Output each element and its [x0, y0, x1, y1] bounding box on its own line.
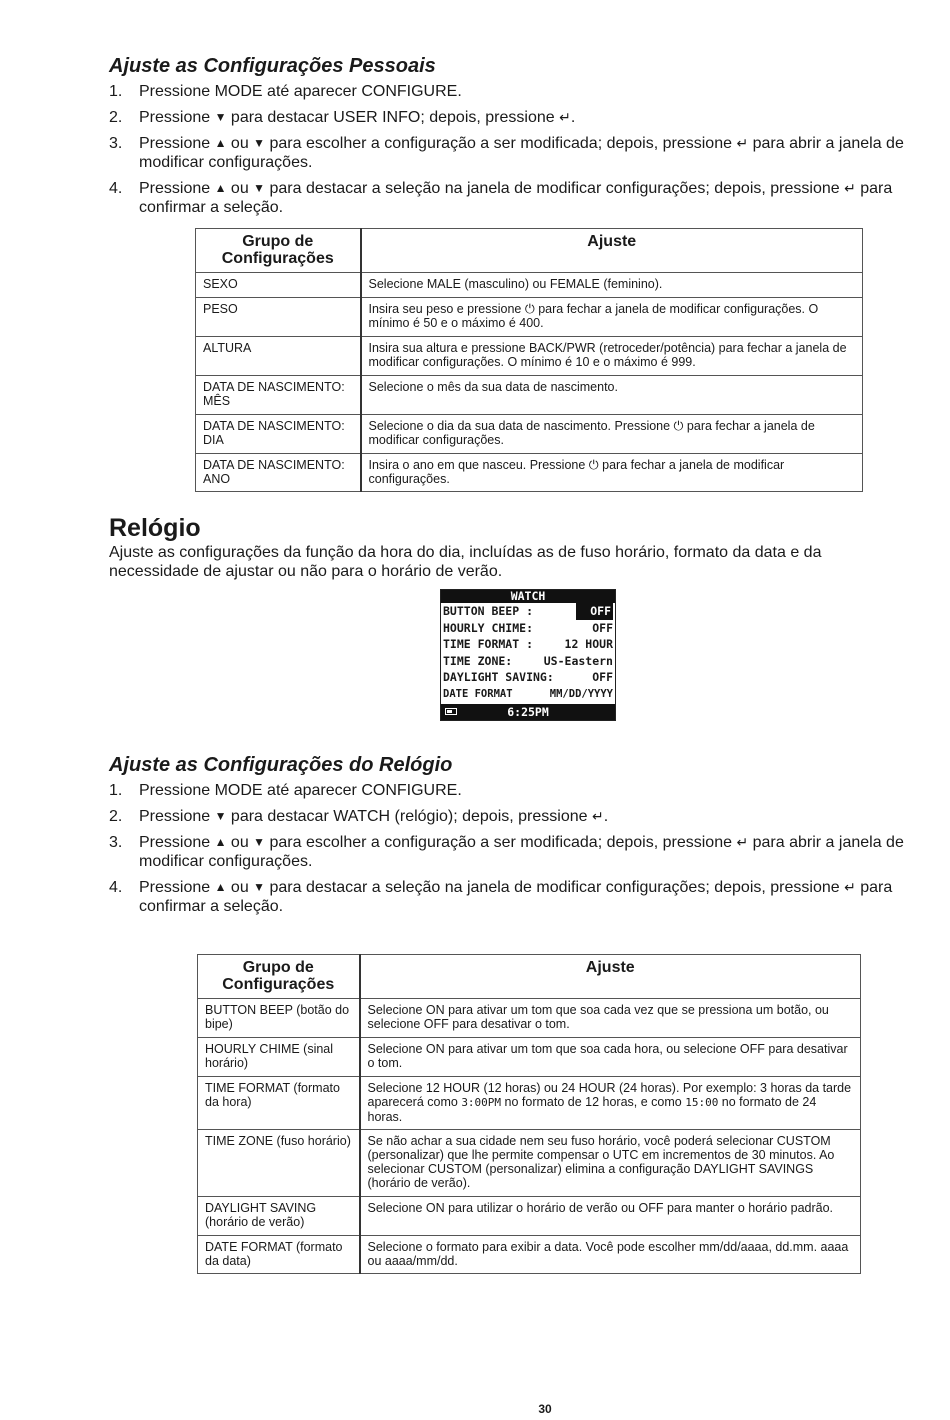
- battery-icon: [445, 708, 457, 715]
- enter-icon: ↵: [591, 808, 604, 824]
- down-arrow-icon: ▼: [253, 181, 266, 195]
- watch-settings-screen: [440, 589, 616, 721]
- up-arrow-icon: ▲: [214, 835, 227, 849]
- down-arrow-icon: ▼: [214, 809, 227, 823]
- table-header-row: [198, 955, 861, 999]
- personal-steps-list: [109, 82, 949, 224]
- table-header-row: [196, 229, 863, 273]
- screen-row-date-format: DATE FORMAT MM/DD/YYYY: [443, 687, 613, 700]
- table-row: BUTTON BEEP (botão do bipe) Selecione ON para ativar um tom que soa cada vez que se pressiona um botão, ou selecione OFF para desativar o tom.: [198, 999, 861, 1038]
- table-row: SEXO Selecione MALE (masculino) ou FEMALE (feminino).: [196, 273, 863, 298]
- enter-icon: ↵: [736, 135, 749, 151]
- personal-settings-table: [195, 228, 863, 492]
- down-arrow-icon: ▼: [253, 136, 266, 150]
- clock-steps-list: [109, 781, 949, 923]
- column-header-adjust: Ajuste: [361, 229, 863, 273]
- table-row: DATA DE NASCIMENTO: MÊS Selecione o mês da sua data de nascimento.: [196, 376, 863, 415]
- table-row: ALTURA Insira sua altura e pressione BACK/PWR (retroceder/potência) para fechar a janela de modificar configurações. O mínimo é 10 e o máximo é 999.: [196, 337, 863, 376]
- column-header-group: Grupo de Configurações: [196, 229, 361, 273]
- personal-settings-heading: Ajuste as Configurações Pessoais: [109, 55, 436, 77]
- table-row: TIME ZONE (fuso horário) Se não achar a sua cidade nem seu fuso horário, você poderá selecionar CUSTOM (personalizar) que lhe permite compensar o UTC em incrementos de 30 minutos. Ao selecionar CUSTOM (personalizar) elimina a configuração DAYLIGHT SAVINGS (horário de verão).: [198, 1130, 861, 1197]
- down-arrow-icon: ▼: [253, 880, 266, 894]
- screen-row-daylight-saving: DAYLIGHT SAVING: OFF: [443, 670, 613, 684]
- up-arrow-icon: ▲: [214, 880, 227, 894]
- table-row: HOURLY CHIME (sinal horário) Selecione ON para ativar um tom que soa cada hora, ou selecione OFF para desativar o tom.: [198, 1038, 861, 1077]
- clock-intro: Ajuste as configurações da função da hora do dia, incluídas as de fuso horário, formato da data e da necessidade de ajustar ou não para o horário de verão.: [109, 544, 822, 580]
- table-row: DATA DE NASCIMENTO: DIA Selecione o dia da sua data de nascimento. Pressione ⏻ para fechar a janela de modificar configurações.: [196, 415, 863, 454]
- up-arrow-icon: ▲: [214, 181, 227, 195]
- list-item: 3. Pressione ▲ ou ▼ para escolher a configuração a ser modificada; depois, pressione ↵ para abrir a janela de modificar configurações.: [109, 135, 904, 171]
- up-arrow-icon: ▲: [214, 136, 227, 150]
- page-number: 30: [538, 1402, 552, 1416]
- list-item: 1. Pressione MODE até aparecer CONFIGURE.: [109, 83, 462, 100]
- list-item: 1. Pressione MODE até aparecer CONFIGURE.: [109, 782, 462, 799]
- clock-settings-heading: Ajuste as Configurações do Relógio: [109, 754, 453, 776]
- screen-row-button-beep: BUTTON BEEP : OFF: [443, 604, 611, 618]
- clock-settings-table: [197, 954, 861, 1274]
- column-header-adjust: Ajuste: [360, 955, 861, 999]
- enter-icon: ↵: [559, 109, 571, 125]
- table-row: PESO Insira seu peso e pressione ⏻ para fechar a janela de modificar configurações. O mínimo é 50 e o máximo é 400.: [196, 298, 863, 337]
- enter-icon: ↵: [844, 180, 856, 196]
- screen-row-hourly-chime: HOURLY CHIME: OFF: [443, 620, 613, 635]
- list-item: 4. Pressione ▲ ou ▼ para destacar a seleção na janela de modificar configurações; depois, pressione ↵ para confirmar a seleção.: [109, 180, 893, 216]
- clock-title: Relógio: [109, 514, 201, 542]
- enter-icon: ↵: [844, 879, 856, 895]
- column-header-group: Grupo de Configurações: [198, 955, 360, 999]
- screen-footer: [441, 704, 615, 720]
- screen-row-time-zone: TIME ZONE: US-Eastern: [443, 653, 613, 668]
- table-row: TIME FORMAT (formato da hora) Selecione 12 HOUR (12 horas) ou 24 HOUR (24 horas). Por exemplo: 3 horas da tarde aparecerá como 3:00PM no formato de 12 horas, e como 15:00 no formato de 24 horas.: [198, 1077, 861, 1130]
- table-row: DATA DE NASCIMENTO: ANO Insira o ano em que nasceu. Pressione ⏻ para fechar a janela de modificar configurações.: [196, 454, 863, 492]
- list-item: 3. Pressione ▲ ou ▼ para escolher a configuração a ser modificada; depois, pressione ↵ para abrir a janela de modificar configurações.: [109, 834, 904, 870]
- list-item: 4. Pressione ▲ ou ▼ para destacar a seleção na janela de modificar configurações; depois, pressione ↵ para confirmar a seleção.: [109, 879, 893, 915]
- screen-header: WATCH: [441, 590, 615, 603]
- down-arrow-icon: ▼: [214, 110, 227, 124]
- enter-icon: ↵: [736, 834, 749, 850]
- screen-time: 6:25PM: [507, 705, 549, 719]
- list-item: 2. Pressione ▼ para destacar WATCH (relógio); depois, pressione ↵.: [109, 808, 609, 825]
- down-arrow-icon: ▼: [253, 835, 266, 849]
- table-row: DATE FORMAT (formato da data) Selecione o formato para exibir a data. Você pode escolher mm/dd/aaaa, dd.mm. aaaa ou aaaa/mm/dd.: [198, 1236, 861, 1274]
- list-item: 2. Pressione ▼ para destacar USER INFO; depois, pressione ↵.: [109, 109, 576, 126]
- table-row: DAYLIGHT SAVING (horário de verão) Selecione ON para utilizar o horário de verão ou OFF para manter o horário padrão.: [198, 1197, 861, 1236]
- screen-row-time-format: TIME FORMAT : 12 HOUR: [443, 637, 613, 651]
